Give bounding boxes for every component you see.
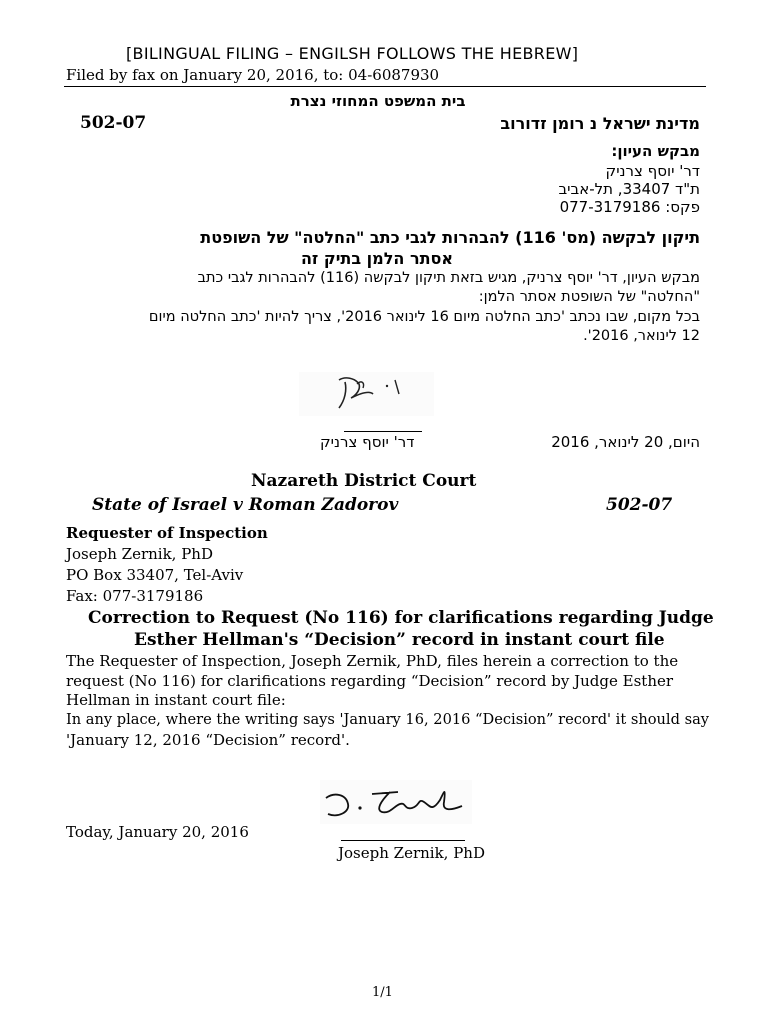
- hebrew-requester-heading: מבקש העיון:: [611, 142, 700, 160]
- hebrew-title-line1: תיקון לבקשה (מס' 116) להבהרות לגבי כתב "החלטה" של השופטת: [200, 228, 700, 247]
- hebrew-body-line2: "החלטה" של השופטת אסתר הלמן:: [478, 289, 700, 305]
- english-signer: Joseph Zernik, PhD: [338, 844, 485, 862]
- hebrew-requester-fax: פקס: 077-3179186: [559, 198, 700, 216]
- english-signature: [320, 780, 472, 824]
- english-requester-fax: Fax: 077-3179186: [66, 587, 204, 605]
- hebrew-signer: דר' יוסף צרניק: [320, 433, 415, 451]
- english-body-line3: Hellman in instant court file:: [66, 691, 286, 709]
- english-body-line2: request (No 116) for clarifications regarding “Decision” record by Judge Esther: [66, 672, 674, 690]
- english-date-line: Today, January 20, 2016: [66, 823, 249, 841]
- bilingual-banner: [BILINGUAL FILING – ENGILSH FOLLOWS THE HEBREW]: [126, 44, 579, 63]
- hebrew-court-name: בית המשפט המחוזי נצרת: [290, 92, 466, 110]
- hebrew-body-line1: מבקש העיון, דר' יוסף צרניק, מגיש בזאת תיקון לבקשה (116) להבהרות לגבי כתב: [197, 270, 700, 286]
- hebrew-signature: [299, 372, 434, 416]
- page-number: 1/1: [372, 985, 393, 1000]
- hebrew-case-title: מדינת ישראל נ רומן זדורוב: [500, 114, 700, 133]
- english-case-number: 502-07: [606, 495, 673, 515]
- hebrew-requester-name: דר' יוסף צרניק: [605, 162, 700, 180]
- english-requester-address: PO Box 33407, Tel-Aviv: [66, 566, 244, 584]
- english-body-line5: 'January 12, 2016 “Decision” record'.: [66, 731, 350, 749]
- english-requester-name: Joseph Zernik, PhD: [66, 545, 213, 563]
- hebrew-title-line2: אסתר הלמן בתיק זה: [300, 249, 454, 268]
- hebrew-body-line4: 12 לינואר, 2016'.: [583, 328, 700, 344]
- english-signature-line: [341, 840, 465, 841]
- english-body-line1: The Requester of Inspection, Joseph Zernik, PhD, files herein a correction to the: [66, 652, 679, 670]
- english-court-name: Nazareth District Court: [251, 471, 477, 491]
- english-body-line4: In any place, where the writing says 'January 16, 2016 “Decision” record' it should say: [66, 711, 710, 728]
- english-case-title: State of Israel v Roman Zadorov: [92, 495, 399, 515]
- header-rule: [64, 86, 706, 87]
- hebrew-signature-line: [344, 431, 422, 432]
- hebrew-body-line3: בכל מקום, שבו נכתב 'כתב החלטה מיום 16 לינואר 2016', צריך להיות 'כתב החלטה מיום: [148, 309, 700, 325]
- fax-line: Filed by fax on January 20, 2016, to: 04-6087930: [66, 66, 440, 84]
- english-title-line2: Esther Hellman's “Decision” record in instant court file: [134, 630, 665, 650]
- hebrew-requester-address: ת"ד 33407, תל-אביב: [558, 180, 700, 198]
- hebrew-date-line: היום, 20 לינואר, 2016: [551, 433, 700, 451]
- hebrew-case-number: 502-07: [80, 113, 147, 133]
- english-signature-icon: [320, 780, 472, 824]
- english-title-line1: Correction to Request (No 116) for clarifications regarding Judge: [88, 608, 714, 628]
- english-requester-heading: Requester of Inspection: [66, 524, 268, 542]
- hebrew-signature-icon: [299, 372, 434, 416]
